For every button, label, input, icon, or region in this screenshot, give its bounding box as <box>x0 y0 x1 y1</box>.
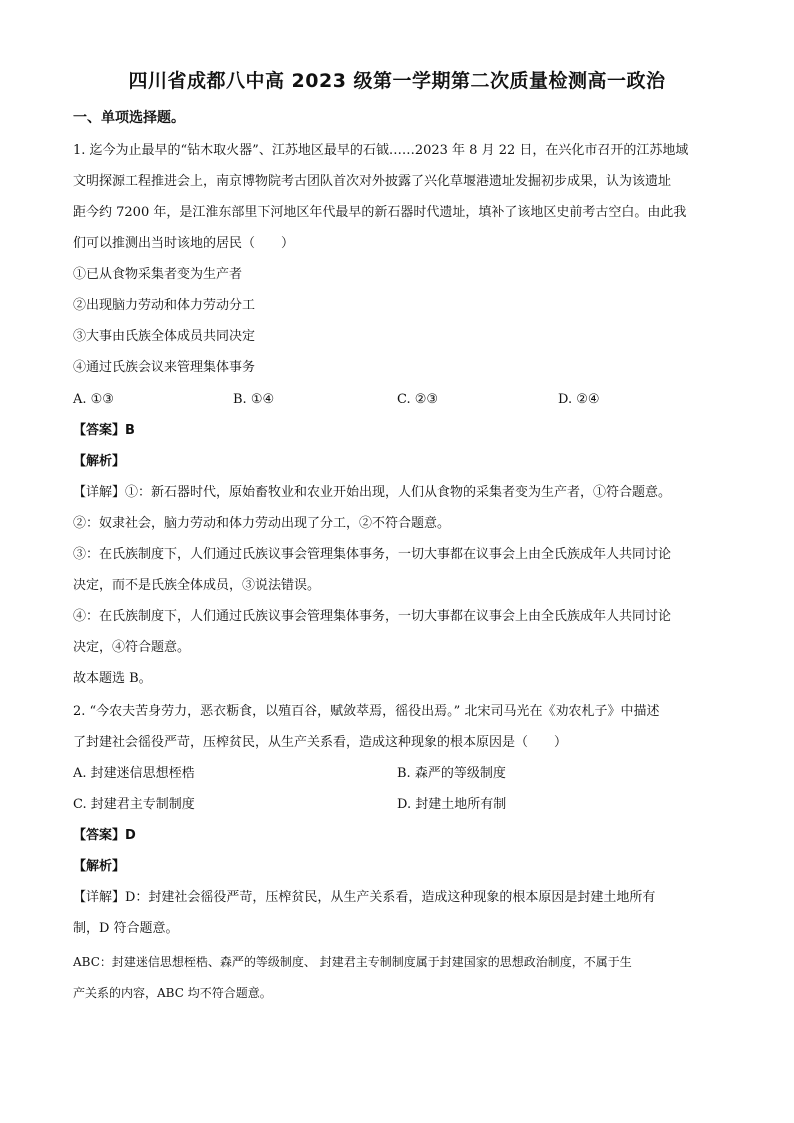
q2-analysis-label: 【解析】 <box>73 859 126 874</box>
q1-stem-line-2: 文明探源工程推进会上，南京博物院考古团队首次对外披露了兴化草堰港遗址发掘初步成果，认为该遗址 <box>73 174 672 189</box>
q2-option-a: A. 封建迷信思想桎梏 <box>73 766 195 781</box>
q1-option-a: A. ①③ <box>73 392 114 407</box>
q1-item-2: ②出现脑力劳动和体力劳动分工 <box>73 298 256 313</box>
q2-detail-line-3: ABC：封建迷信思想桎梏、森严的等级制度、 封建君主专制制度属于封建国家的思想政治制度，不属于生 <box>73 955 632 969</box>
q1-detail-line-3: ③：在氏族制度下，人们通过氏族议事会管理集体事务，一切大事都在议事会上由全氏族成年人共同讨论 <box>73 547 672 562</box>
q1-analysis-label: 【解析】 <box>73 454 126 469</box>
q2-detail-line-1: 【详解】D：封建社会徭役严苛，压榨贫民，从生产关系看，造成这种现象的根本原因是封建土地所有 <box>73 890 656 905</box>
q1-stem-line-4: 们可以推测出当时该地的居民（ ） <box>73 236 295 251</box>
q2-option-c: C. 封建君主专制制度 <box>73 797 195 812</box>
q2-answer: 【答案】D <box>73 828 136 843</box>
q2-stem-line-1: 2. “今农夫苦身劳力，恶衣粝食，以殖百谷，赋敛萃焉，徭役出焉。” 北宋司马光在《劝农札子》中描述 <box>73 704 660 719</box>
q1-detail-line-4: 决定，而不是氏族全体成员，③说法错误。 <box>73 578 321 593</box>
q2-option-b: B. 森严的等级制度 <box>397 766 506 781</box>
q1-detail-line-1: 【详解】①：新石器时代，原始畜牧业和农业开始出现，人们从食物的采集者变为生产者，①符合题意。 <box>73 485 672 500</box>
q1-detail-line-5: ④：在氏族制度下，人们通过氏族议事会管理集体事务，一切大事都在议事会上由全氏族成年人共同讨论 <box>73 609 672 624</box>
q1-detail-line-7: 故本题选 B。 <box>73 671 152 686</box>
q2-detail-line-2: 制，D 符合题意。 <box>73 921 179 936</box>
q1-detail-line-2: ②：奴隶社会，脑力劳动和体力劳动出现了分工，②不符合题意。 <box>73 516 451 531</box>
q1-option-d: D. ②④ <box>558 392 600 407</box>
q1-item-1: ①已从食物采集者变为生产者 <box>73 267 243 282</box>
section-heading: 一、单项选择题。 <box>73 110 185 126</box>
q1-item-4: ④通过氏族会议来管理集体事务 <box>73 360 256 375</box>
q1-answer: 【答案】B <box>73 423 135 438</box>
q2-stem-line-2: 了封建社会徭役严苛，压榨贫民，从生产关系看，造成这种现象的根本原因是（ ） <box>73 735 568 750</box>
q2-detail-line-4: 产关系的内容，ABC 均不符合题意。 <box>73 986 272 1000</box>
q1-stem-line-3: 距今约 7200 年，是江淮东部里下河地区年代最早的新石器时代遗址，填补了该地区史前考古空白。由此我 <box>73 205 687 220</box>
q1-stem-line-1: 1. 迄今为止最早的“钻木取火器”、江苏地区最早的石钺……2023 年 8 月 22 日，在兴化市召开的江苏地域 <box>73 143 689 158</box>
q1-item-3: ③大事由氏族全体成员共同决定 <box>73 329 256 344</box>
q1-option-b: B. ①④ <box>233 392 275 407</box>
q1-option-c: C. ②③ <box>397 392 439 407</box>
q2-option-d: D. 封建土地所有制 <box>397 797 507 812</box>
q1-detail-line-6: 决定，④符合题意。 <box>73 640 191 655</box>
page-title: 四川省成都八中高 2023 级第一学期第二次质量检测高一政治 <box>128 70 666 92</box>
